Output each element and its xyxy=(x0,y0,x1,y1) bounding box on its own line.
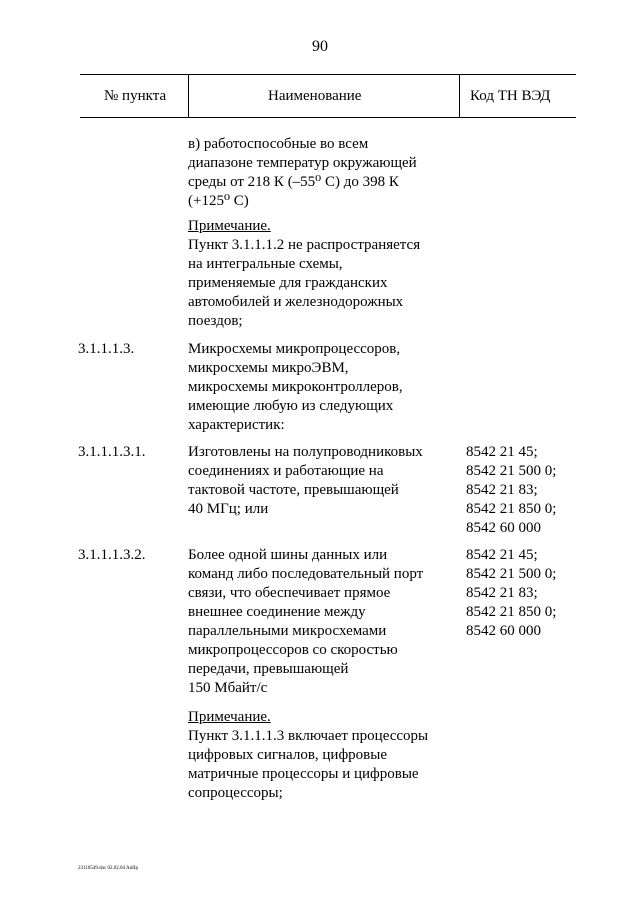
row-description xyxy=(188,443,423,519)
text-line: Изготовлены на полупроводниковых xyxy=(188,444,423,460)
note-1 xyxy=(188,217,420,331)
text-line: внешнее соединение между xyxy=(188,604,366,620)
text-line: соединениях и работающие на xyxy=(188,463,384,479)
row-description xyxy=(188,546,423,698)
code-item: 8542 60 000 xyxy=(466,623,541,639)
text-line: цифровых сигналов, цифровые xyxy=(188,747,387,763)
text-line: характеристик: xyxy=(188,417,285,433)
text-line: Микросхемы микропроцессоров, xyxy=(188,341,401,357)
text-line: микросхемы микроконтроллеров, xyxy=(188,379,403,395)
text-line: передачи, превышающей xyxy=(188,661,349,677)
text-line: имеющие любую из следующих xyxy=(188,398,394,414)
note-title: Примечание. xyxy=(188,218,271,234)
row-codes xyxy=(466,546,556,641)
page-number: 90 xyxy=(312,38,328,55)
table-top-rule xyxy=(80,74,576,75)
text-line: на интегральные схемы, xyxy=(188,256,343,272)
text-line: 40 МГц; или xyxy=(188,501,269,517)
code-item: 8542 21 850 0; xyxy=(466,604,557,620)
footer-file-reference: 23110549.doc 02.02.04 AnIIp xyxy=(78,866,138,871)
header-divider-1 xyxy=(188,74,189,117)
text-line: Пункт 3.1.1.1.2 не распространяется xyxy=(188,237,421,253)
row-number: 3.1.1.1.3.2. xyxy=(78,547,146,563)
header-col-name: Наименование xyxy=(268,88,362,104)
text-line: в) работоспособные во всем xyxy=(188,136,369,152)
header-col-number: № пункта xyxy=(104,88,167,104)
text-line: сопроцессоры; xyxy=(188,785,283,801)
text-line: Более одной шины данных или xyxy=(188,547,388,563)
code-item: 8542 21 500 0; xyxy=(466,566,557,582)
code-item: 8542 21 45; xyxy=(466,444,538,460)
row-number: 3.1.1.1.3. xyxy=(78,341,135,357)
text-line: микросхемы микроЭВМ, xyxy=(188,360,349,376)
code-item: 8542 21 500 0; xyxy=(466,463,557,479)
text-line: параллельными микросхемами xyxy=(188,623,387,639)
text-line: связи, что обеспечивает прямое xyxy=(188,585,391,601)
text-line: микропроцессоров со скоростью xyxy=(188,642,398,658)
text-line: среды от 218 К (–55⁰ С) до 398 К xyxy=(188,174,399,190)
text-line: команд либо последовательный порт xyxy=(188,566,424,582)
row-description xyxy=(188,340,403,435)
text-line: Пункт 3.1.1.1.3 включает процессоры xyxy=(188,728,429,744)
note-2 xyxy=(188,708,428,803)
code-item: 8542 21 850 0; xyxy=(466,501,557,517)
note-title: Примечание. xyxy=(188,709,271,725)
header-divider-2 xyxy=(459,74,460,117)
code-item: 8542 21 83; xyxy=(466,585,538,601)
text-line: 150 Мбайт/с xyxy=(188,680,268,696)
text-line: применяемые для гражданских xyxy=(188,275,388,291)
text-line: тактовой частоте, превышающей xyxy=(188,482,399,498)
block-v-text xyxy=(188,135,417,211)
code-item: 8542 21 45; xyxy=(466,547,538,563)
row-codes xyxy=(466,443,556,538)
row-number: 3.1.1.1.3.1. xyxy=(78,444,146,460)
text-line: диапазоне температур окружающей xyxy=(188,155,417,171)
table-header-bottom-rule xyxy=(80,117,576,118)
text-line: (+125⁰ С) xyxy=(188,193,249,209)
header-col-code: Код ТН ВЭД xyxy=(470,88,551,104)
text-line: матричные процессоры и цифровые xyxy=(188,766,419,782)
text-line: автомобилей и железнодорожных xyxy=(188,294,404,310)
code-item: 8542 60 000 xyxy=(466,520,541,536)
code-item: 8542 21 83; xyxy=(466,482,538,498)
text-line: поездов; xyxy=(188,313,243,329)
